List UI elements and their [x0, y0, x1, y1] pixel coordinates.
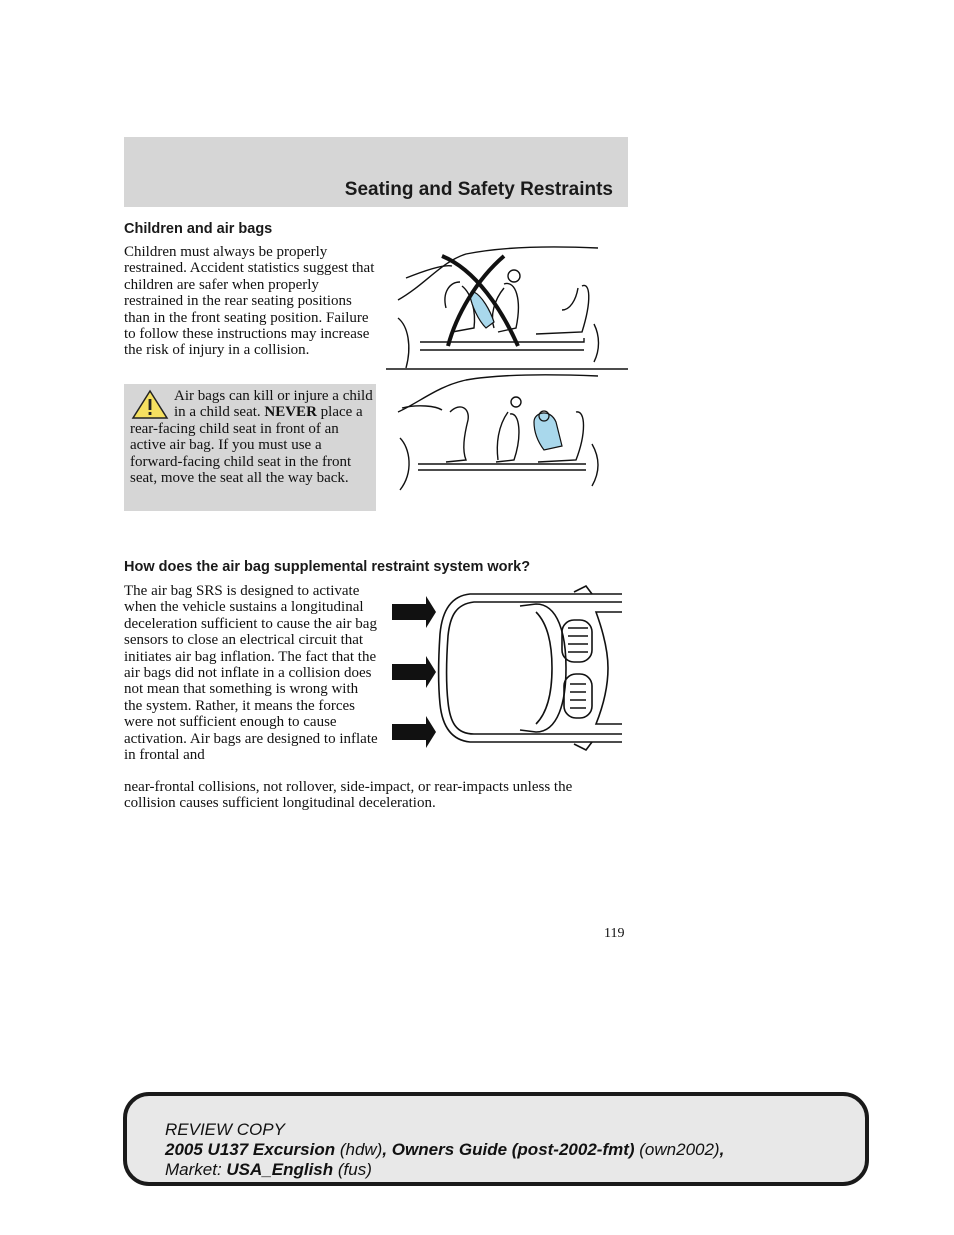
- footer-model-code: (hdw): [335, 1140, 383, 1159]
- footer-guide-code: (own2002): [634, 1140, 720, 1159]
- section1-body: Children must always be properly restrained. Accident statistics suggest that children are safer when properly restrained in the rear seating positions than in the front seating position. Failure to follow these instructions may increase the risk of injury in a collision.: [124, 244, 375, 359]
- section-heading-children-air-bags: Children and air bags: [124, 221, 273, 237]
- page-title: Seating and Safety Restraints: [344, 179, 613, 200]
- illustration-wrong-child-seat: [386, 240, 628, 375]
- footer-text: [165, 1120, 724, 1180]
- warning-rest: place a rear-facing child seat in front of an active air bag. If you must use a forward-facing child seat in the front seat, move the seat all the way back.: [130, 404, 363, 487]
- footer-market-code: (fus): [333, 1160, 372, 1179]
- impact-arrow-icon: [392, 716, 436, 748]
- illustration-correct-child-seat: [390, 372, 602, 497]
- review-copy-footer: [123, 1092, 869, 1186]
- warning-box: [124, 384, 376, 511]
- warning-triangle-icon: [130, 388, 170, 420]
- footer-market-label: Market:: [165, 1160, 227, 1179]
- header-band: [124, 137, 628, 207]
- warning-line1: Air bags can kill or injure a child in a child seat.: [174, 388, 373, 421]
- section2-body-wrapped: The air bag SRS is designed to activate when the vehicle sustains a longitudinal deceleration sufficient to cause the air bag sensors to close an electrical circuit that initiates air bag inflation. The fact that the air bags did not inflate in a collision does not mean that something is wrong with the system. Rather, it means the forces were not sufficient enough to cause activation. Air bags are designed to inflate in frontal and: [124, 583, 378, 764]
- warning-text: [130, 388, 374, 486]
- footer-market: USA_English: [226, 1160, 334, 1179]
- page-number: 119: [604, 926, 625, 941]
- section2-body-full: near-frontal collisions, not rollover, side-impact, or rear-impacts unless the collision causes sufficient longitudinal deceleration.: [124, 779, 573, 812]
- footer-line3: [165, 1160, 724, 1180]
- footer-line2: [165, 1140, 724, 1160]
- footer-guide: , Owners Guide (post-2002-fmt): [382, 1140, 635, 1159]
- footer-model: 2005 U137 Excursion: [165, 1140, 336, 1159]
- section-heading-air-bag-system: How does the air bag supplemental restraint system work?: [124, 559, 531, 575]
- footer-line1: REVIEW COPY: [165, 1120, 285, 1139]
- impact-arrow-icon: [392, 596, 436, 628]
- footer-sep: ,: [719, 1140, 725, 1159]
- impact-arrow-icon: [392, 656, 436, 688]
- illustration-frontal-impact: [390, 584, 624, 754]
- warning-emphasis: NEVER: [264, 404, 317, 421]
